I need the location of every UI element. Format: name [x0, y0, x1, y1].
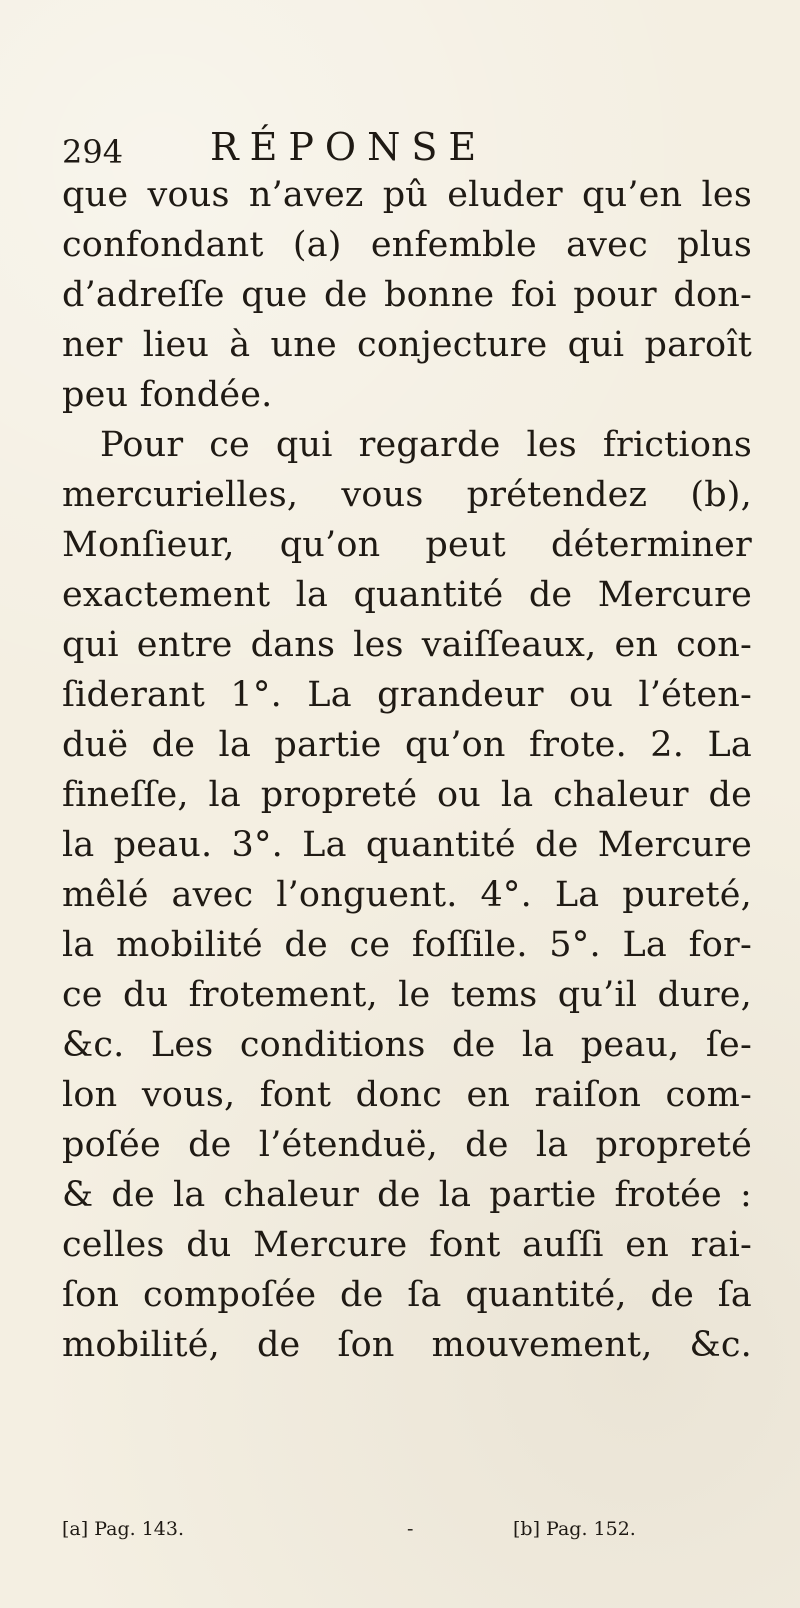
- text-line: la mobilité de ce foſſile. 5°. La for-: [62, 925, 752, 965]
- text-line: celles du Mercure font auſſi en rai-: [62, 1225, 752, 1265]
- text-line: ſon compoſée de ſa quantité, de ſa: [62, 1275, 752, 1315]
- footnote-b: [b] Pag. 152.: [513, 1518, 636, 1540]
- main-text: [62, 170, 752, 1370]
- text-line: Monſieur, qu’on peut déterminer: [62, 525, 752, 565]
- text-line: & de la chaleur de la partie frotée :: [62, 1175, 752, 1215]
- text-line: exactement la quantité de Mercure: [62, 575, 752, 615]
- text-line: peu fondée.: [62, 375, 273, 415]
- running-head: RÉPONSE: [210, 125, 488, 169]
- text-line: mobilité, de ſon mouvement, &c.: [62, 1325, 752, 1365]
- footnotes: [62, 1515, 752, 1543]
- page-number: 294: [62, 133, 124, 171]
- text-line: fineſſe, la propreté ou la chaleur de: [62, 775, 752, 815]
- footnote-a: [a] Pag. 143.: [62, 1518, 184, 1540]
- text-line: mêlé avec l’onguent. 4°. La pureté,: [62, 875, 752, 915]
- text-line: confondant (a) enfemble avec plus: [62, 225, 752, 265]
- page-header: [62, 125, 752, 176]
- text-line: lon vous, font donc en raiſon com-: [62, 1075, 752, 1115]
- text-line: la peau. 3°. La quantité de Mercure: [62, 825, 752, 865]
- text-line: &c. Les conditions de la peau, ſe-: [62, 1025, 752, 1065]
- text-line: qui entre dans les vaiſſeaux, en con-: [62, 625, 752, 665]
- text-line: ſiderant 1°. La grandeur ou l’éten-: [62, 675, 752, 715]
- text-line: Pour ce qui regarde les frictions: [100, 425, 752, 465]
- text-line: duë de la partie qu’on frote. 2. La: [62, 725, 752, 765]
- text-line: mercurielles, vous prétendez (b),: [62, 475, 752, 515]
- text-line: ner lieu à une conjecture qui paroît: [62, 325, 752, 365]
- footnote-separator: -: [407, 1518, 414, 1540]
- text-line: que vous n’avez pû eluder qu’en les: [62, 175, 752, 215]
- text-line: d’adreſſe que de bonne foi pour don-: [62, 275, 752, 315]
- text-line: poſée de l’étenduë, de la propreté: [62, 1125, 752, 1165]
- text-line: ce du frotement, le tems qu’il dure,: [62, 975, 752, 1015]
